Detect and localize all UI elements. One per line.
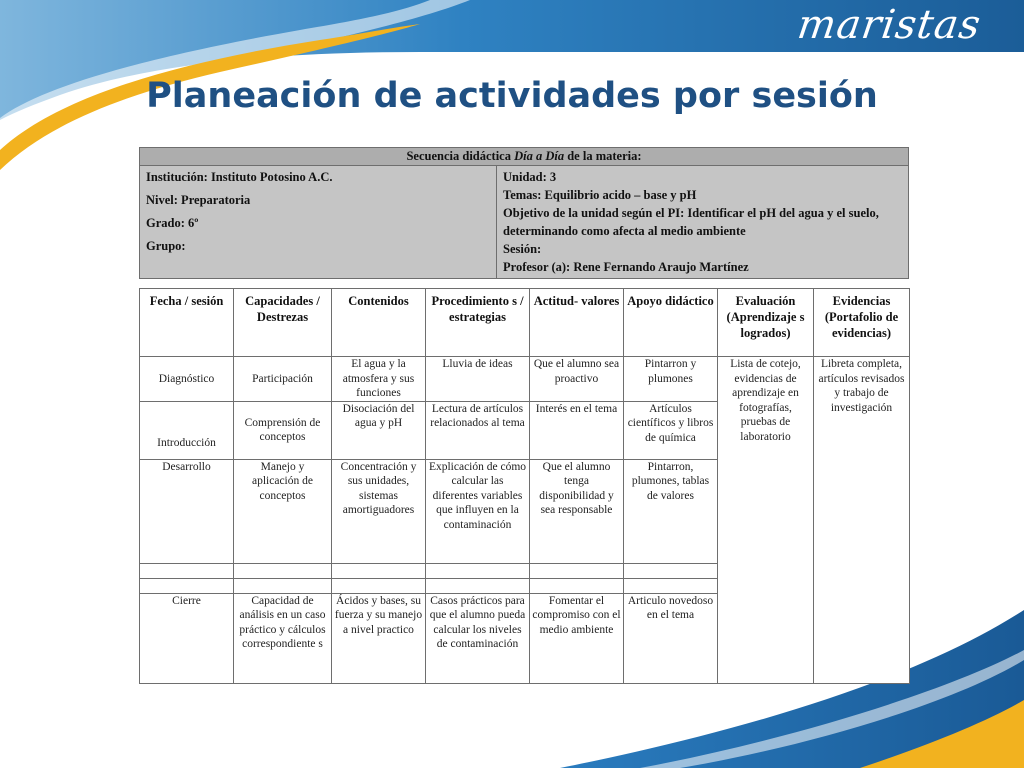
cell-fecha: Introducción bbox=[140, 401, 234, 459]
unit-info-cell bbox=[497, 166, 909, 279]
objetivo-text: Objetivo de la unidad según el PI: Identificar el pH del agua y el suelo, determinando como afecta al medio ambiente bbox=[503, 206, 879, 238]
header-evidencias: Evidencias (Portafolio de evidencias) bbox=[814, 289, 910, 357]
temas-text: Temas: Equilibrio acido – base y pH bbox=[503, 188, 697, 202]
cell-capacidades: Participación bbox=[234, 357, 332, 402]
caption-suffix: de la materia: bbox=[564, 149, 642, 163]
cell-procedimientos: Lluvia de ideas bbox=[426, 357, 530, 402]
cell-apoyo: Pintarron, plumones, tablas de valores bbox=[624, 459, 718, 563]
header-procedimientos: Procedimiento s / estrategias bbox=[426, 289, 530, 357]
secuencia-caption bbox=[140, 148, 909, 166]
table-row bbox=[140, 357, 910, 402]
cell-actitud: Que el alumno sea proactivo bbox=[530, 357, 624, 402]
cell-fecha bbox=[140, 578, 234, 593]
cell-actitud bbox=[530, 563, 624, 578]
header-apoyo: Apoyo didáctico bbox=[624, 289, 718, 357]
header-fecha: Fecha / sesión bbox=[140, 289, 234, 357]
maristas-logo: maristas bbox=[794, 2, 984, 48]
cell-fecha: Cierre bbox=[140, 593, 234, 683]
cell-fecha bbox=[140, 563, 234, 578]
cell-apoyo bbox=[624, 563, 718, 578]
cell-apoyo: Articulo novedoso en el tema bbox=[624, 593, 718, 683]
caption-prefix: Secuencia didáctica bbox=[406, 149, 515, 163]
cell-contenidos: Concentración y sus unidades, sistemas amortiguadores bbox=[332, 459, 426, 563]
cell-procedimientos: Lectura de artículos relacionados al tema bbox=[426, 401, 530, 459]
cell-fecha: Diagnóstico bbox=[140, 357, 234, 402]
slide-title: Planeación de actividades por sesión bbox=[146, 76, 878, 116]
header-evaluacion: Evaluación (Aprendizaje s logrados) bbox=[718, 289, 814, 357]
cell-capacidades bbox=[234, 578, 332, 593]
grupo-text: Grupo: bbox=[146, 239, 186, 253]
cell-procedimientos bbox=[426, 563, 530, 578]
cell-capacidades: Manejo y aplicación de conceptos bbox=[234, 459, 332, 563]
institucion-text: Institución: Instituto Potosino A.C. bbox=[146, 170, 333, 184]
cell-actitud: Que el alumno tenga disponibilidad y sea responsable bbox=[530, 459, 624, 563]
cell-procedimientos bbox=[426, 578, 530, 593]
cell-evidencias: Libreta completa, artículos revisados y trabajo de investigación bbox=[814, 357, 910, 684]
cell-actitud: Interés en el tema bbox=[530, 401, 624, 459]
header-capacidades: Capacidades / Destrezas bbox=[234, 289, 332, 357]
caption-italic: Día a Día bbox=[514, 149, 565, 163]
cell-fecha: Desarrollo bbox=[140, 459, 234, 563]
cell-apoyo: Artículos científicos y libros de química bbox=[624, 401, 718, 459]
unidad-text: Unidad: 3 bbox=[503, 170, 557, 184]
cell-contenidos: Ácidos y bases, su fuerza y su manejo a nivel practico bbox=[332, 593, 426, 683]
cell-capacidades: Comprensión de conceptos bbox=[234, 401, 332, 459]
cell-actitud: Fomentar el compromiso con el medio ambiente bbox=[530, 593, 624, 683]
cell-actitud bbox=[530, 578, 624, 593]
institution-info-cell bbox=[140, 166, 497, 279]
cell-capacidades: Capacidad de análisis en un caso práctico y cálculos correspondiente s bbox=[234, 593, 332, 683]
header-actitud: Actitud- valores bbox=[530, 289, 624, 357]
cell-contenidos bbox=[332, 563, 426, 578]
sesion-text: Sesión: bbox=[503, 242, 542, 256]
cell-apoyo bbox=[624, 578, 718, 593]
table-header-row bbox=[140, 289, 910, 357]
cell-evaluacion: Lista de cotejo, evidencias de aprendizaje en fotografías, pruebas de laboratorio bbox=[718, 357, 814, 684]
grado-text: Grado: 6º bbox=[146, 216, 199, 230]
cell-apoyo: Pintarron y plumones bbox=[624, 357, 718, 402]
profesor-text: Profesor (a): Rene Fernando Araujo Martínez bbox=[503, 260, 749, 274]
cell-contenidos: El agua y la atmosfera y sus funciones bbox=[332, 357, 426, 402]
cell-procedimientos: Explicación de cómo calcular las diferentes variables que influyen en la contaminación bbox=[426, 459, 530, 563]
cell-contenidos: Disociación del agua y pH bbox=[332, 401, 426, 459]
secuencia-header-table bbox=[139, 147, 909, 279]
header-contenidos: Contenidos bbox=[332, 289, 426, 357]
cell-procedimientos: Casos prácticos para que el alumno pueda calcular los niveles de contaminación bbox=[426, 593, 530, 683]
cell-contenidos bbox=[332, 578, 426, 593]
nivel-text: Nivel: Preparatoria bbox=[146, 193, 251, 207]
cell-capacidades bbox=[234, 563, 332, 578]
planning-table bbox=[139, 288, 910, 684]
